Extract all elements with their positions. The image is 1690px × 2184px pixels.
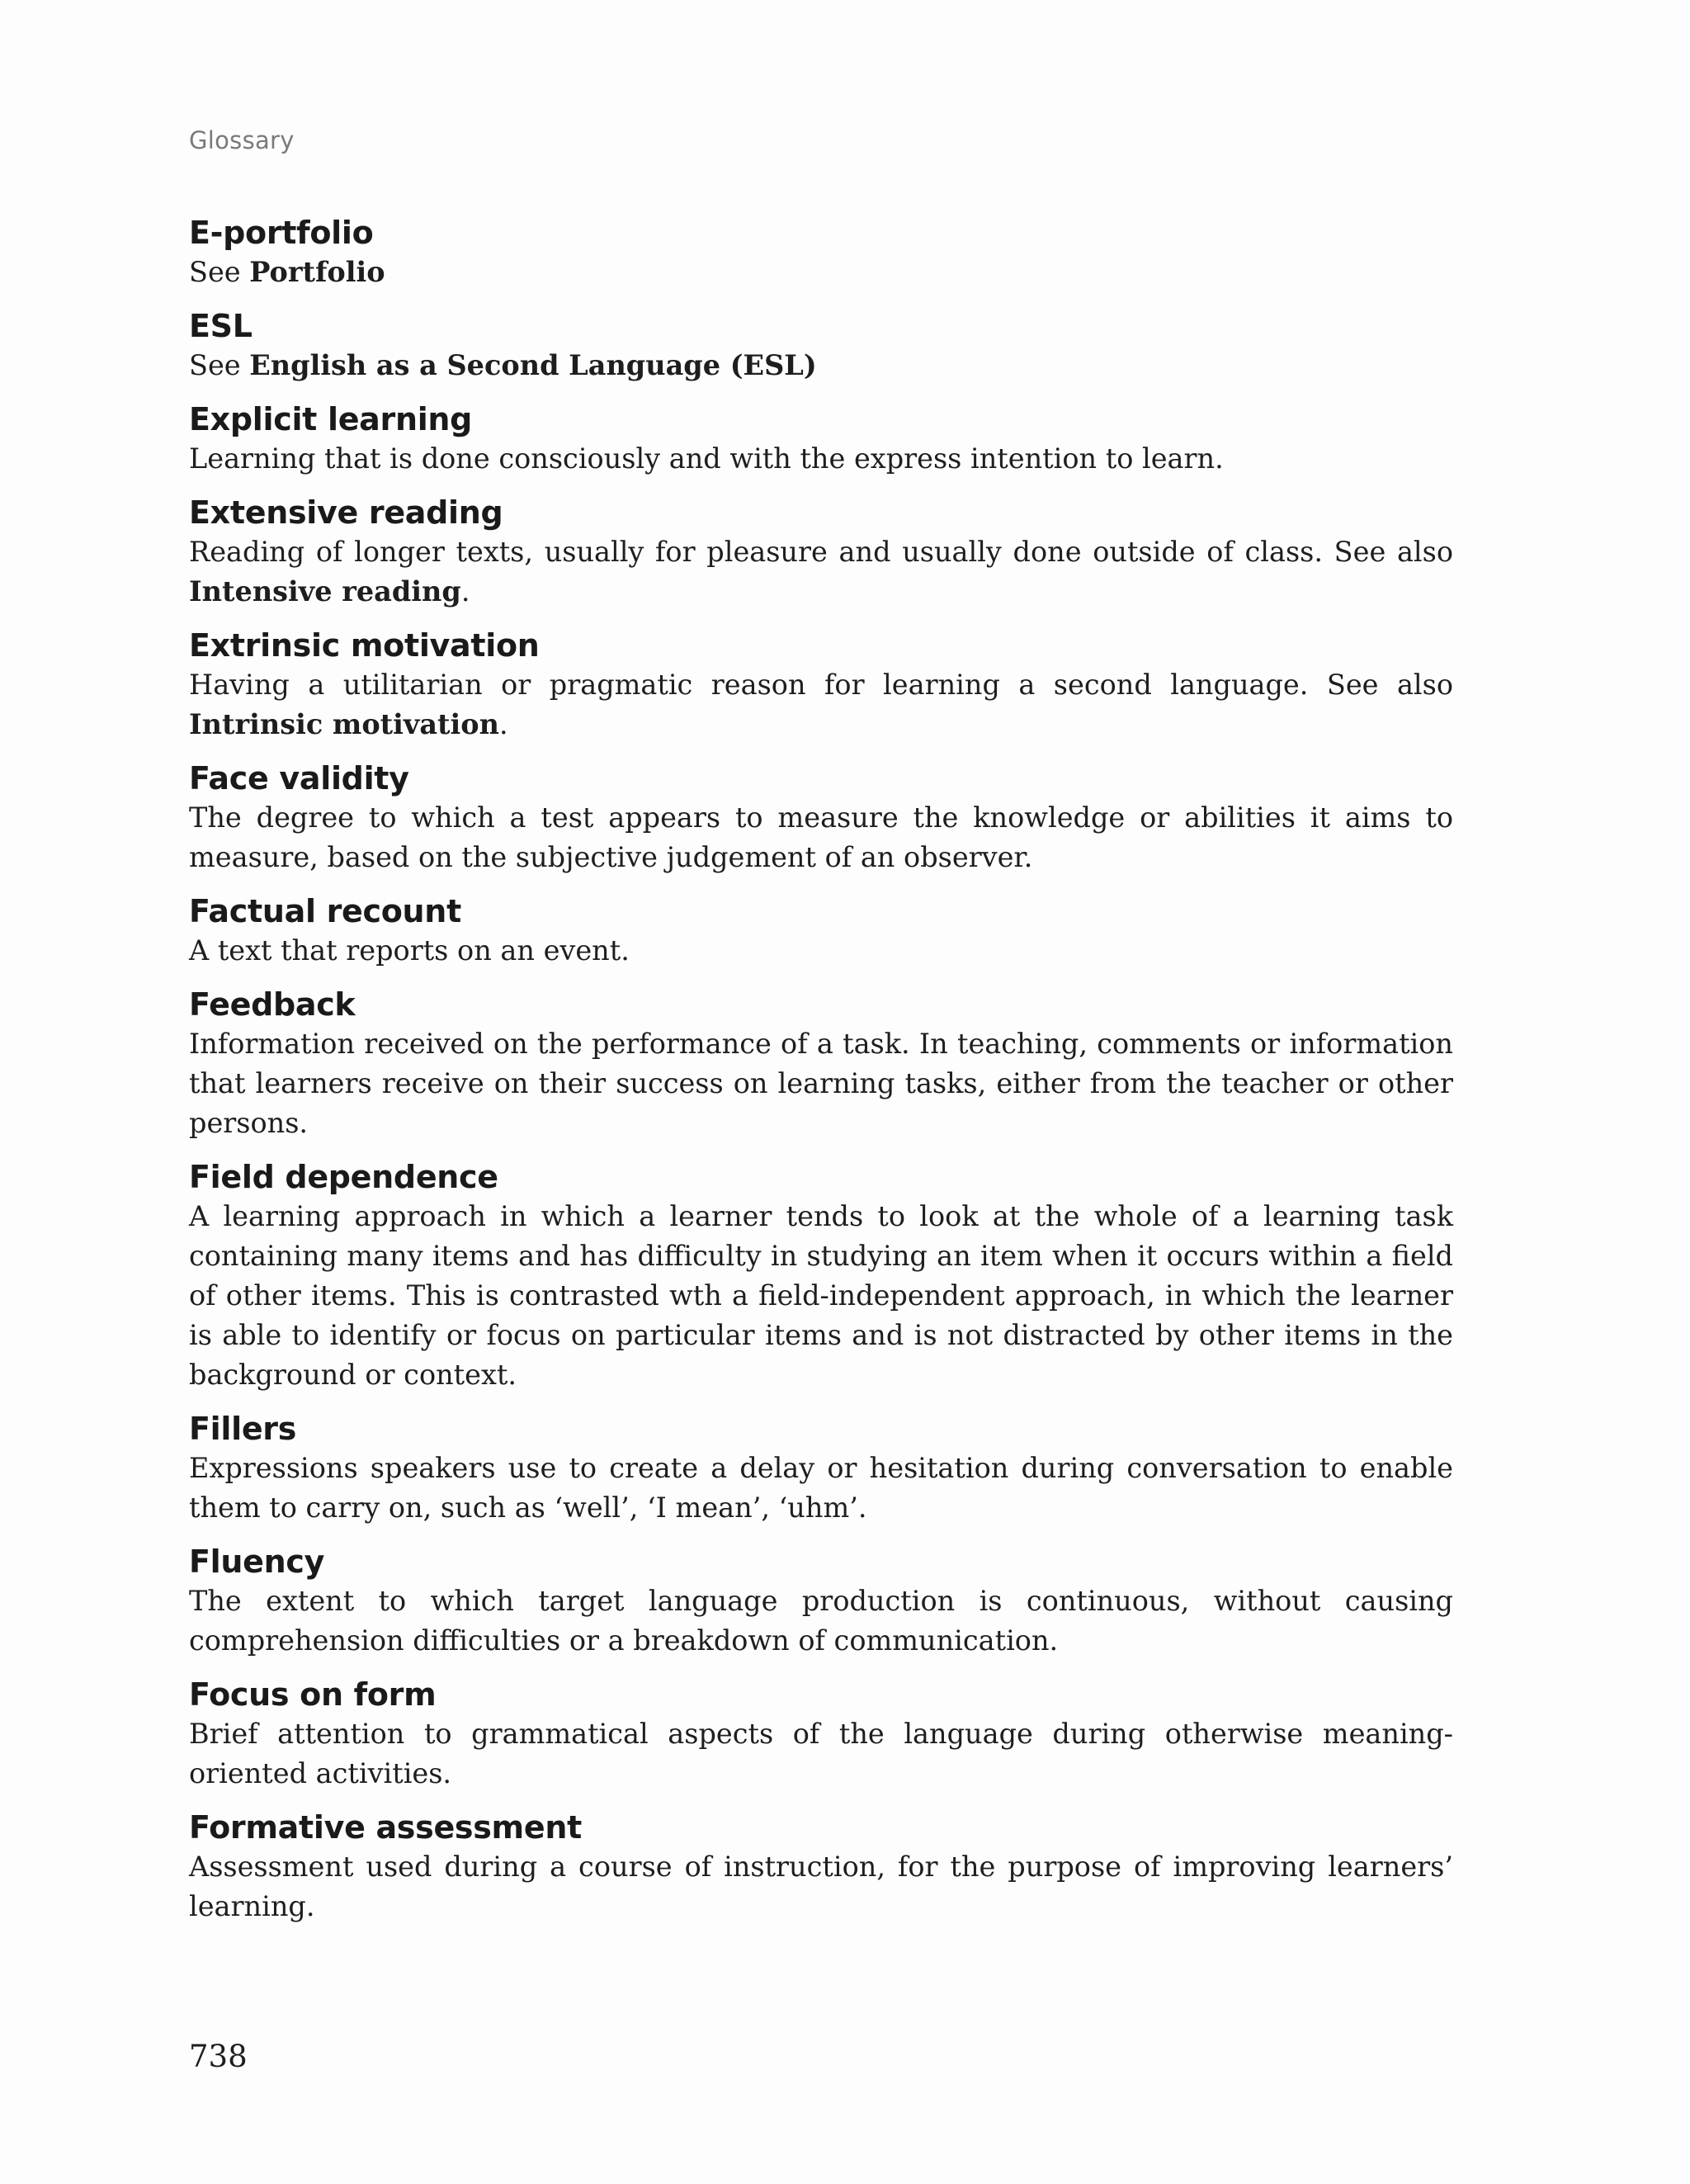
glossary-entry — [189, 626, 1453, 745]
glossary-entry — [189, 213, 1453, 292]
glossary-entry — [189, 493, 1453, 612]
glossary-term: E-portfolio — [189, 215, 374, 251]
glossary-term: Explicit learning — [189, 401, 473, 437]
page-number: 738 — [189, 2039, 248, 2074]
cross-reference: Intensive reading — [189, 575, 461, 607]
glossary-entry — [189, 1409, 1453, 1528]
glossary-entry — [189, 759, 1453, 877]
glossary-definition — [189, 532, 1453, 612]
definition-text: Learning that is done consciously and with the express intention to learn. — [189, 442, 1224, 475]
glossary-definition — [189, 439, 1453, 479]
glossary-term: Field dependence — [189, 1159, 498, 1195]
glossary-definition — [189, 346, 1453, 385]
glossary-definition — [189, 1197, 1453, 1395]
definition-text: Assessment used during a course of instruction, for the purpose of improving learners’ learning. — [189, 1851, 1453, 1922]
glossary-definition — [189, 1847, 1453, 1926]
glossary-entry — [189, 306, 1453, 385]
glossary-definition — [189, 253, 1453, 292]
glossary-term: Formative assessment — [189, 1809, 582, 1846]
glossary-entry — [189, 1542, 1453, 1661]
glossary-entry — [189, 399, 1453, 479]
glossary-term: Feedback — [189, 986, 356, 1023]
glossary-definition — [189, 1024, 1453, 1143]
glossary-entry — [189, 1157, 1453, 1395]
definition-text: See — [189, 349, 250, 381]
definition-text: Information received on the performance of a task. In teaching, comments or information that learners receive on their success on learning tasks, either from the teacher or other persons. — [189, 1028, 1453, 1139]
glossary-definition — [189, 931, 1453, 971]
cross-reference: Portfolio — [249, 256, 385, 288]
glossary-definition — [189, 1449, 1453, 1528]
glossary-term: Face validity — [189, 760, 409, 797]
glossary-definition — [189, 798, 1453, 877]
glossary-definition — [189, 665, 1453, 745]
running-head: Glossary — [189, 126, 295, 154]
glossary-term: Focus on form — [189, 1676, 437, 1713]
glossary-entries — [189, 213, 1453, 1941]
glossary-entry — [189, 1808, 1453, 1926]
definition-text: Reading of longer texts, usually for pleasure and usually done outside of class. See also — [189, 536, 1453, 568]
glossary-term: ESL — [189, 308, 253, 344]
glossary-entry — [189, 891, 1453, 971]
definition-text: A learning approach in which a learner tends to look at the whole of a learning task containing many items and has difficulty in studying an item when it occurs within a field of other items. This is contrasted wth a field-independent approach, in which the learner is able to identify or focus on particular items and is not distracted by other items in the background or context. — [189, 1200, 1453, 1391]
glossary-term: Extrinsic motivation — [189, 627, 540, 664]
glossary-term: Extensive reading — [189, 494, 503, 531]
glossary-term: Factual recount — [189, 893, 461, 929]
glossary-definition — [189, 1581, 1453, 1661]
cross-reference: Intrinsic motivation — [189, 708, 499, 740]
glossary-entry — [189, 985, 1453, 1143]
glossary-term: Fillers — [189, 1411, 297, 1447]
definition-text: The degree to which a test appears to measure the knowledge or abilities it aims to measure, based on the subjective judgement of an observer. — [189, 801, 1453, 873]
definition-text: A text that reports on an event. — [189, 934, 630, 967]
definition-text: The extent to which target language production is continuous, without causing comprehension difficulties or a breakdown of communication. — [189, 1585, 1453, 1657]
definition-text: Brief attention to grammatical aspects of the language during otherwise meaning-oriented activities. — [189, 1718, 1453, 1789]
definition-text: Having a utilitarian or pragmatic reason for learning a second language. See also — [189, 669, 1453, 701]
definition-text: Expressions speakers use to create a delay or hesitation during conversation to enable them to carry on, such as ‘well’, ‘I mean’, ‘uhm’. — [189, 1452, 1453, 1524]
definition-text: . — [460, 575, 470, 607]
definition-text: . — [498, 708, 508, 740]
glossary-definition — [189, 1714, 1453, 1794]
definition-text: See — [189, 256, 250, 288]
cross-reference: English as a Second Language (ESL) — [249, 349, 817, 381]
glossary-term: Fluency — [189, 1543, 325, 1580]
glossary-entry — [189, 1675, 1453, 1794]
